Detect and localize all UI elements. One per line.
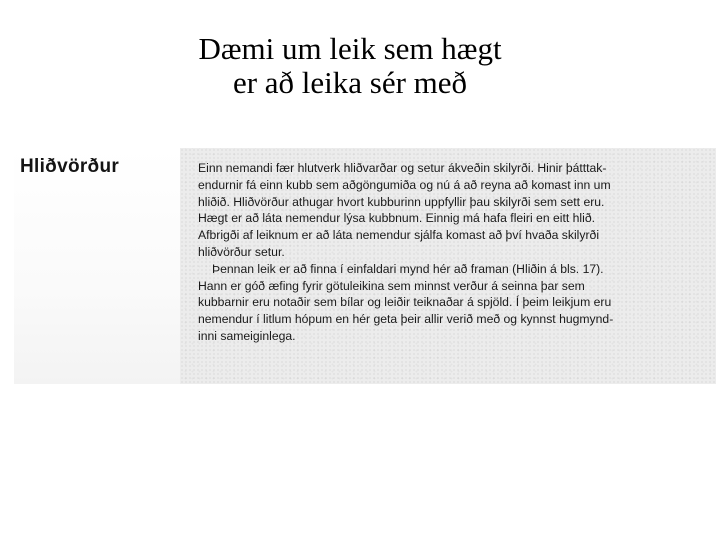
text-line: Hann er góð æfing fyrir götuleikina sem minnst verður á seinna þar sem [198,278,585,293]
text-line: inni sameiginlega. [198,328,296,343]
scan-margin [14,148,180,384]
slide-title [140,32,560,100]
scanned-page-excerpt [14,148,716,384]
slide-title-line-2: er að leika sér með [232,65,468,100]
game-heading: Hliðvörður [20,156,120,177]
slide-title-line-1: Dæmi um leik sem hægt [198,31,502,66]
text-line: hliðið. Hliðvörður athugar hvort kubburinn uppfyllir þau skilyrði sem sett eru. [198,194,605,209]
text-line: Þennan leik er að finna í einfaldari mynd hér að framan (Hliðin á bls. 17). [212,261,604,276]
text-line: hliðvörður setur. [198,244,285,259]
text-line: Afbrigði af leiknum er að láta nemendur sjálfa komast að því hvaða skilyrði [198,228,600,243]
text-line: Hægt er að láta nemendur lýsa kubbnum. Einnig má hafa fleiri en eitt hlið. [198,211,595,226]
text-line: kubbarnir eru notaðir sem bílar og leiðir teiknaðar á spjöld. Í þeim leikjum eru [198,295,612,310]
game-description [198,160,714,345]
text-line: nemendur í litlum hópum en hér geta þeir allir verið með og kynnst hugmynd- [198,312,614,327]
text-line: endurnir fá einn kubb sem aðgöngumiða og nú á að reyna að komast inn um [198,177,611,192]
text-line: Einn nemandi fær hlutverk hliðvarðar og setur ákveðin skilyrði. Hinir þátttak- [198,161,607,175]
